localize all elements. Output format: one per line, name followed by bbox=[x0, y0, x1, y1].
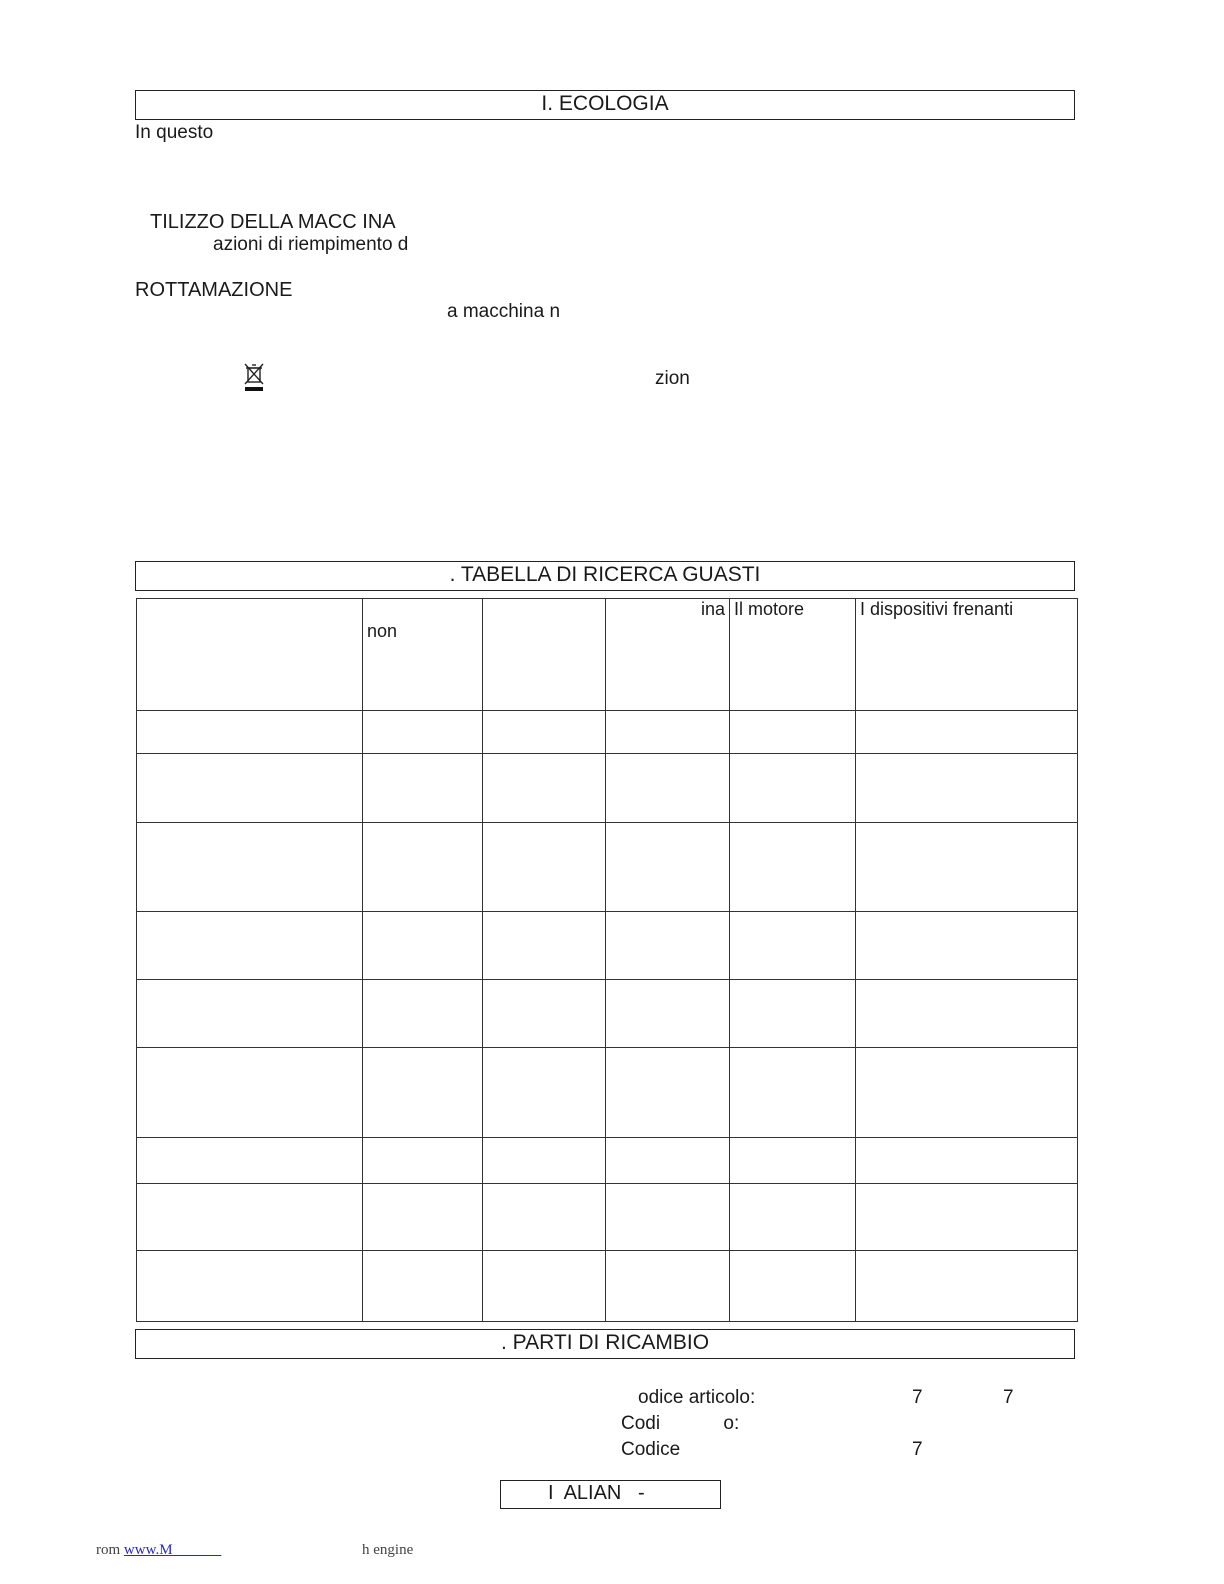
utilizzo-heading: TILIZZO DELLA MACC INA bbox=[150, 211, 396, 233]
table-cell bbox=[137, 599, 363, 711]
utilizzo-text: azioni di riempimento d bbox=[213, 234, 409, 255]
table-row bbox=[137, 823, 1078, 912]
ricambio-row-2-label: Codi o: bbox=[621, 1413, 740, 1434]
tabella-title-text: . TABELLA DI RICERCA GUASTI bbox=[449, 563, 761, 586]
ecologia-title-text: I. ECOLOGIA bbox=[541, 92, 669, 115]
table-cell bbox=[606, 599, 730, 711]
language-box-text: I ALIAN - bbox=[548, 1482, 645, 1504]
table-header-row bbox=[137, 599, 1078, 711]
weee-bin-icon bbox=[242, 362, 266, 392]
footer bbox=[96, 1542, 221, 1559]
ricambio-title-text: . PARTI DI RICAMBIO bbox=[500, 1331, 710, 1354]
tabella-title bbox=[135, 561, 1075, 591]
header-cell-non: non bbox=[367, 621, 398, 641]
troubleshooting-table bbox=[136, 598, 1078, 1322]
language-box bbox=[500, 1480, 721, 1509]
ricambio-row-3-value-1: 7 bbox=[912, 1439, 923, 1460]
table-row bbox=[137, 1048, 1078, 1138]
header-cell-freni: I dispositivi frenanti bbox=[860, 599, 1014, 619]
table-row bbox=[137, 1251, 1078, 1322]
table-cell bbox=[483, 599, 606, 711]
table-cell bbox=[730, 599, 856, 711]
footer-prefix: rom bbox=[96, 1542, 124, 1558]
table-cell bbox=[363, 599, 483, 711]
ricambio-row-3-label: Codice bbox=[621, 1439, 681, 1460]
ricambio-row-1-value-1: 7 bbox=[912, 1387, 923, 1408]
rottamazione-heading: ROTTAMAZIONE bbox=[135, 279, 293, 301]
rottamazione-text2: zion bbox=[655, 368, 690, 389]
ricambio-row-1-value-2: 7 bbox=[1003, 1387, 1014, 1408]
table-row bbox=[137, 980, 1078, 1048]
table-row bbox=[137, 1138, 1078, 1184]
table-row bbox=[137, 1184, 1078, 1251]
ricambio-title bbox=[135, 1329, 1075, 1359]
footer-link[interactable]: www.M bbox=[123, 1542, 222, 1558]
footer-suffix: h engine bbox=[362, 1542, 414, 1558]
table-row bbox=[137, 912, 1078, 980]
ecologia-title bbox=[135, 90, 1075, 120]
rottamazione-text: a macchina n bbox=[447, 301, 561, 322]
table-cell bbox=[856, 599, 1078, 711]
header-cell-ina: ina bbox=[700, 599, 725, 619]
table-row bbox=[137, 754, 1078, 823]
header-cell-motore: Il motore bbox=[734, 599, 805, 619]
table-row bbox=[137, 711, 1078, 754]
ricambio-row-1-label: odice articolo: bbox=[638, 1387, 756, 1408]
ecologia-intro: In questo bbox=[135, 122, 214, 143]
